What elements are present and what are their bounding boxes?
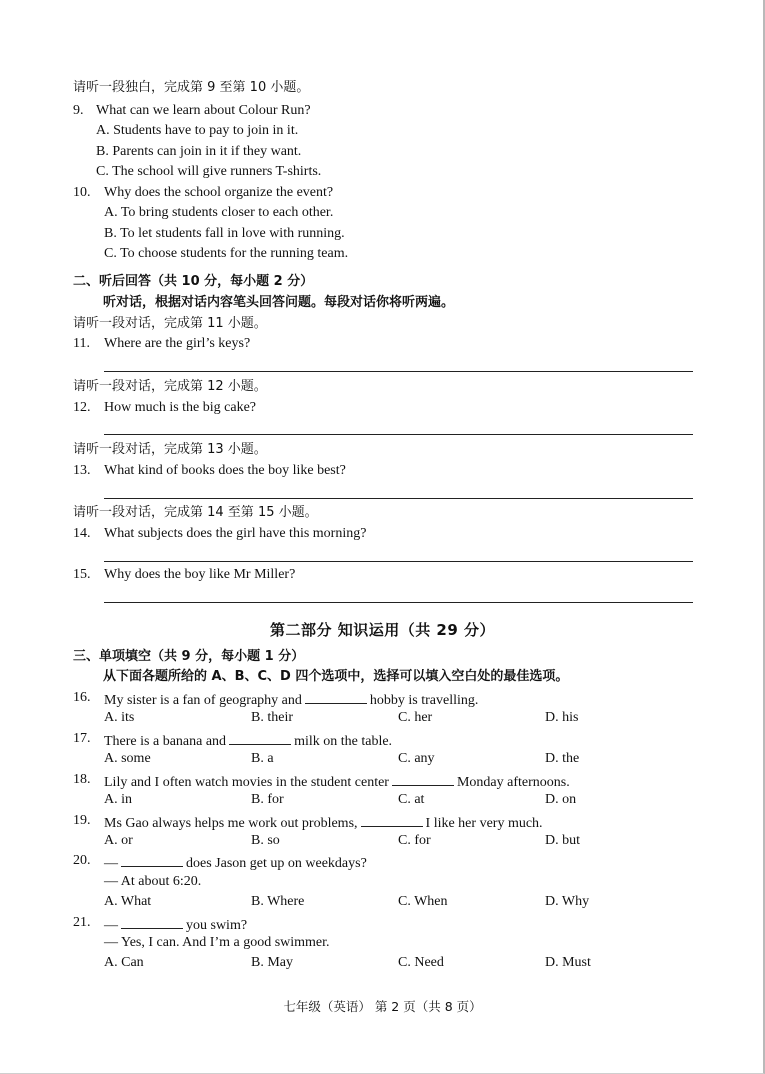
question-number-9: 9. xyxy=(73,103,84,118)
question-number-11: 11. xyxy=(73,336,90,351)
question-18-stem-after: Monday afternoons. xyxy=(456,775,570,790)
question-19-stem-before: Ms Gao always helps me work out problems, xyxy=(104,816,358,831)
answer-line-13[interactable] xyxy=(104,498,693,499)
question-21-option-c[interactable]: C. Need xyxy=(398,955,444,970)
section-2-title: 二、听后回答（共 10 分，每小题 2 分） xyxy=(73,274,314,289)
question-20-option-c[interactable]: C. When xyxy=(398,894,448,909)
question-number-12: 12. xyxy=(73,400,91,415)
question-number-20: 20. xyxy=(73,853,91,868)
question-18-stem xyxy=(104,771,570,792)
intro-13: 请听一段对话，完成第 13 小题。 xyxy=(73,442,267,457)
answer-line-14[interactable] xyxy=(104,561,693,562)
intro-12: 请听一段对话，完成第 12 小题。 xyxy=(73,379,267,394)
question-number-14: 14. xyxy=(73,526,91,541)
question-18-option-d[interactable]: D. on xyxy=(545,792,577,807)
question-10-option-b: B. To let students fall in love with running. xyxy=(104,226,345,241)
question-14-text: What subjects does the girl have this morning? xyxy=(104,526,367,541)
question-19-stem-after: I like her very much. xyxy=(425,816,543,831)
blank-20[interactable] xyxy=(121,852,183,867)
section-intro-9-10: 请听一段独白，完成第 9 至第 10 小题。 xyxy=(73,80,310,95)
question-21-dash: — xyxy=(104,918,118,933)
question-number-17: 17. xyxy=(73,731,91,746)
answer-line-11[interactable] xyxy=(104,371,693,372)
question-17-option-c[interactable]: C. any xyxy=(398,751,435,766)
section-3-title: 三、单项填空（共 9 分，每小题 1 分） xyxy=(73,649,305,664)
question-20-option-b[interactable]: B. Where xyxy=(251,894,305,909)
question-21-option-b[interactable]: B. May xyxy=(251,955,293,970)
question-18-stem-before: Lily and I often watch movies in the student center xyxy=(104,775,389,790)
question-17-option-a[interactable]: A. some xyxy=(104,751,151,766)
question-16-stem-before: My sister is a fan of geography and xyxy=(104,693,302,708)
question-16-option-a[interactable]: A. its xyxy=(104,710,135,725)
question-19-stem xyxy=(104,812,543,833)
question-17-option-d[interactable]: D. the xyxy=(545,751,580,766)
question-17-stem xyxy=(104,730,392,751)
question-10-option-a: A. To bring students closer to each other. xyxy=(104,205,334,220)
question-number-19: 19. xyxy=(73,813,91,828)
blank-18[interactable] xyxy=(392,771,454,786)
question-21-stem-after: you swim? xyxy=(186,918,248,933)
question-12-text: How much is the big cake? xyxy=(104,400,257,415)
question-16-stem xyxy=(104,689,478,710)
question-20-stem-after: does Jason get up on weekdays? xyxy=(186,856,367,871)
blank-21[interactable] xyxy=(121,914,183,929)
question-19-option-a[interactable]: A. or xyxy=(104,833,133,848)
question-16-option-b[interactable]: B. their xyxy=(251,710,293,725)
question-9-text: What can we learn about Colour Run? xyxy=(96,103,311,118)
section-2-instruction: 听对话，根据对话内容笔头回答问题。每段对话你将听两遍。 xyxy=(103,295,455,310)
question-number-10: 10. xyxy=(73,185,91,200)
question-20-reply: — At about 6:20. xyxy=(104,874,202,889)
blank-19[interactable] xyxy=(361,812,423,827)
question-18-option-b[interactable]: B. for xyxy=(251,792,284,807)
question-20-dash: — xyxy=(104,856,118,871)
question-number-21: 21. xyxy=(73,915,91,930)
blank-17[interactable] xyxy=(229,730,291,745)
question-15-text: Why does the boy like Mr Miller? xyxy=(104,567,296,582)
intro-14-15: 请听一段对话，完成第 14 至第 15 小题。 xyxy=(73,505,318,520)
question-16-stem-after: hobby is travelling. xyxy=(369,693,479,708)
question-number-16: 16. xyxy=(73,690,91,705)
answer-line-15[interactable] xyxy=(104,602,693,603)
question-9-option-c: C. The school will give runners T-shirts. xyxy=(96,164,322,179)
section-3-instruction: 从下面各题所给的 A、B、C、D 四个选项中，选择可以填入空白处的最佳选项。 xyxy=(103,669,569,684)
question-10-text: Why does the school organize the event? xyxy=(104,185,334,200)
question-number-15: 15. xyxy=(73,567,91,582)
page-footer: 七年级（英语） 第 2 页（共 8 页） xyxy=(283,999,482,1014)
question-9-option-a: A. Students have to pay to join in it. xyxy=(96,123,299,138)
part-2-title: 第二部分 知识运用（共 29 分） xyxy=(269,621,496,639)
answer-line-12[interactable] xyxy=(104,434,693,435)
blank-16[interactable] xyxy=(305,689,367,704)
question-17-stem-before: There is a banana and xyxy=(104,734,227,749)
question-16-option-d[interactable]: D. his xyxy=(545,710,579,725)
question-18-option-a[interactable]: A. in xyxy=(104,792,132,807)
question-17-option-b[interactable]: B. a xyxy=(251,751,274,766)
question-19-option-b[interactable]: B. so xyxy=(251,833,280,848)
question-16-option-c[interactable]: C. her xyxy=(398,710,433,725)
question-number-18: 18. xyxy=(73,772,91,787)
question-20-option-a[interactable]: A. What xyxy=(104,894,152,909)
question-number-13: 13. xyxy=(73,463,91,478)
question-9-option-b: B. Parents can join in it if they want. xyxy=(96,144,302,159)
question-21-option-d[interactable]: D. Must xyxy=(545,955,591,970)
question-20-option-d[interactable]: D. Why xyxy=(545,894,590,909)
intro-11: 请听一段对话，完成第 11 小题。 xyxy=(73,316,267,331)
question-18-option-c[interactable]: C. at xyxy=(398,792,425,807)
question-21-option-a[interactable]: A. Can xyxy=(104,955,144,970)
question-19-option-d[interactable]: D. but xyxy=(545,833,580,848)
question-20-stem xyxy=(104,852,367,873)
question-10-option-c: C. To choose students for the running team. xyxy=(104,246,349,261)
question-19-option-c[interactable]: C. for xyxy=(398,833,431,848)
question-13-text: What kind of books does the boy like best? xyxy=(104,463,346,478)
question-17-stem-after: milk on the table. xyxy=(294,734,393,749)
question-21-stem xyxy=(104,914,247,935)
question-11-text: Where are the girl’s keys? xyxy=(104,336,251,351)
question-21-reply: — Yes, I can. And I’m a good swimmer. xyxy=(104,935,330,950)
